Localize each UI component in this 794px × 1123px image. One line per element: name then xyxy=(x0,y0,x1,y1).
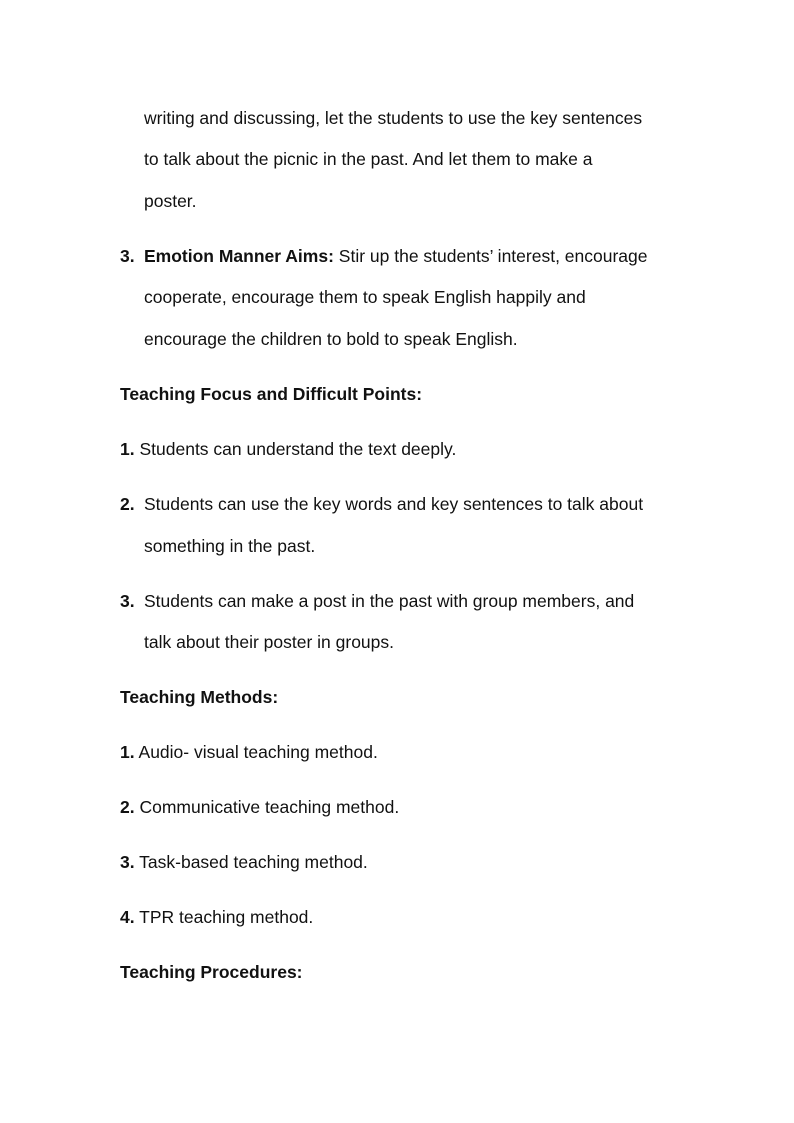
paragraph-line: writing and discussing, let the students to use the key sentences xyxy=(144,108,643,128)
item-text: something in the past. xyxy=(144,536,316,556)
item-text: Task-based teaching method. xyxy=(139,852,368,872)
list-item xyxy=(120,438,456,460)
emotion-aims-item xyxy=(144,245,648,267)
list-number: 3. xyxy=(120,852,135,872)
list-item xyxy=(120,906,313,928)
paragraph-line: poster. xyxy=(144,191,197,211)
list-item xyxy=(120,741,378,763)
list-number: 1. xyxy=(120,439,135,459)
list-number: 2. xyxy=(120,797,135,817)
section-heading: Teaching Methods: xyxy=(120,687,279,707)
paragraph-line: encourage the children to bold to speak English. xyxy=(144,329,518,349)
list-item xyxy=(120,851,368,873)
list-number: 4. xyxy=(120,907,135,927)
list-number: 2. xyxy=(120,494,135,514)
item-text: Stir up the students’ interest, encourage xyxy=(338,246,648,266)
item-text: Students can understand the text deeply. xyxy=(139,439,457,459)
list-number: 3. xyxy=(120,246,135,266)
item-text: TPR teaching method. xyxy=(139,907,314,927)
item-text: talk about their poster in groups. xyxy=(144,632,395,652)
item-label: Emotion Manner Aims: xyxy=(144,246,334,266)
paragraph-line: cooperate, encourage them to speak English happily and xyxy=(144,287,586,307)
section-heading: Teaching Focus and Difficult Points: xyxy=(120,384,423,404)
list-number: 1. xyxy=(120,742,135,762)
list-item xyxy=(120,796,399,818)
paragraph-line: to talk about the picnic in the past. And let them to make a xyxy=(144,149,593,169)
item-text: Audio- visual teaching method. xyxy=(138,742,378,762)
section-heading: Teaching Procedures: xyxy=(120,962,303,982)
list-number: 3. xyxy=(120,591,135,611)
item-text: Students can make a post in the past with group members, and xyxy=(144,591,635,611)
item-text: Communicative teaching method. xyxy=(139,797,400,817)
item-text: Students can use the key words and key sentences to talk about xyxy=(144,494,644,514)
